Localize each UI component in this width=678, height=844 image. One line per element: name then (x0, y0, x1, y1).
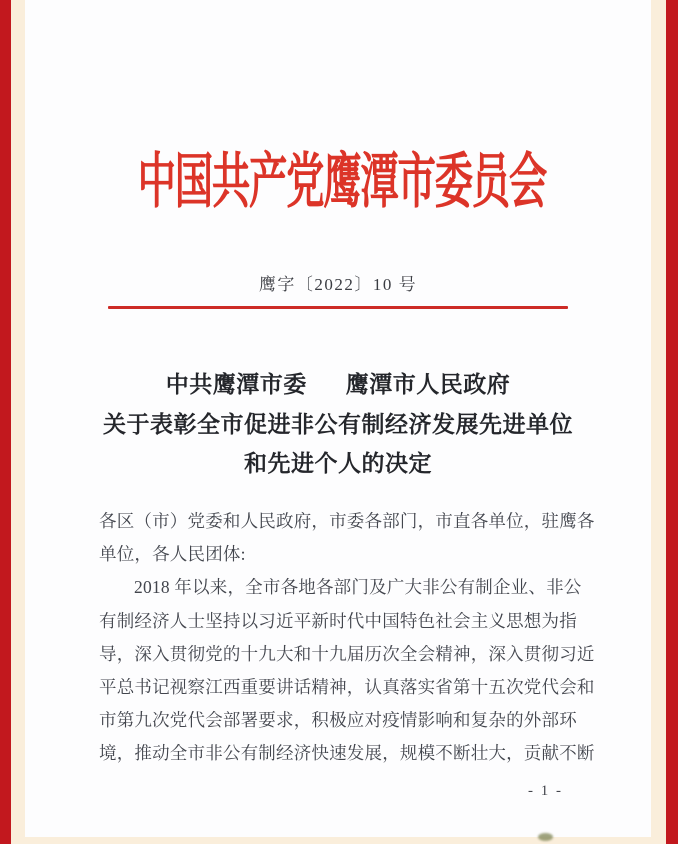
paragraph-line: 境，推动全市非公有制经济快速发展，规模不断壮大，贡献不断 (99, 743, 595, 764)
document-page (25, 0, 651, 837)
document-title-line-3: 和先进个人的决定 (244, 451, 432, 476)
salutation-line: 各区（市）党委和人民政府，市委各部门，市直各单位，驻鹰各 (99, 511, 595, 531)
document-title-line-1 (25, 365, 651, 405)
document-body (99, 505, 595, 771)
issuing-org-party: 中共鹰潭市委 (165, 372, 307, 397)
document-title (25, 365, 651, 484)
paragraph-line: 市第九次党代会部署要求，积极应对疫情影响和复杂的外部环 (99, 710, 577, 731)
page-number: - 1 - (528, 783, 563, 799)
issuing-org-government: 鹰潭市人民政府 (345, 372, 511, 397)
document-title-line-2: 关于表彰全市促进非公有制经济发展先进单位 (103, 411, 573, 437)
document-reference-number: 鹰字〔2022〕10 号 (258, 275, 418, 294)
letterhead-org-title: 中国共产党鹰潭市委员会 (137, 149, 547, 215)
paragraph-line: 有制经济人士坚持以习近平新时代中国特色社会主义思想为指 (99, 610, 577, 631)
paragraph-line: 2018 年以来，全市各地各部门及广大非公有制企业、非公 (134, 577, 582, 598)
letterhead-divider-rule (108, 306, 568, 309)
scan-smudge-artifact (538, 833, 553, 841)
paragraph-line: 平总书记视察江西重要讲话精神，认真落实省第十五次党代会和 (99, 677, 595, 698)
salutation-line: 单位，各人民团体: (99, 544, 246, 565)
paragraph-line: 导，深入贯彻党的十九大和十九届历次全会精神，深入贯彻习近 (99, 643, 595, 664)
